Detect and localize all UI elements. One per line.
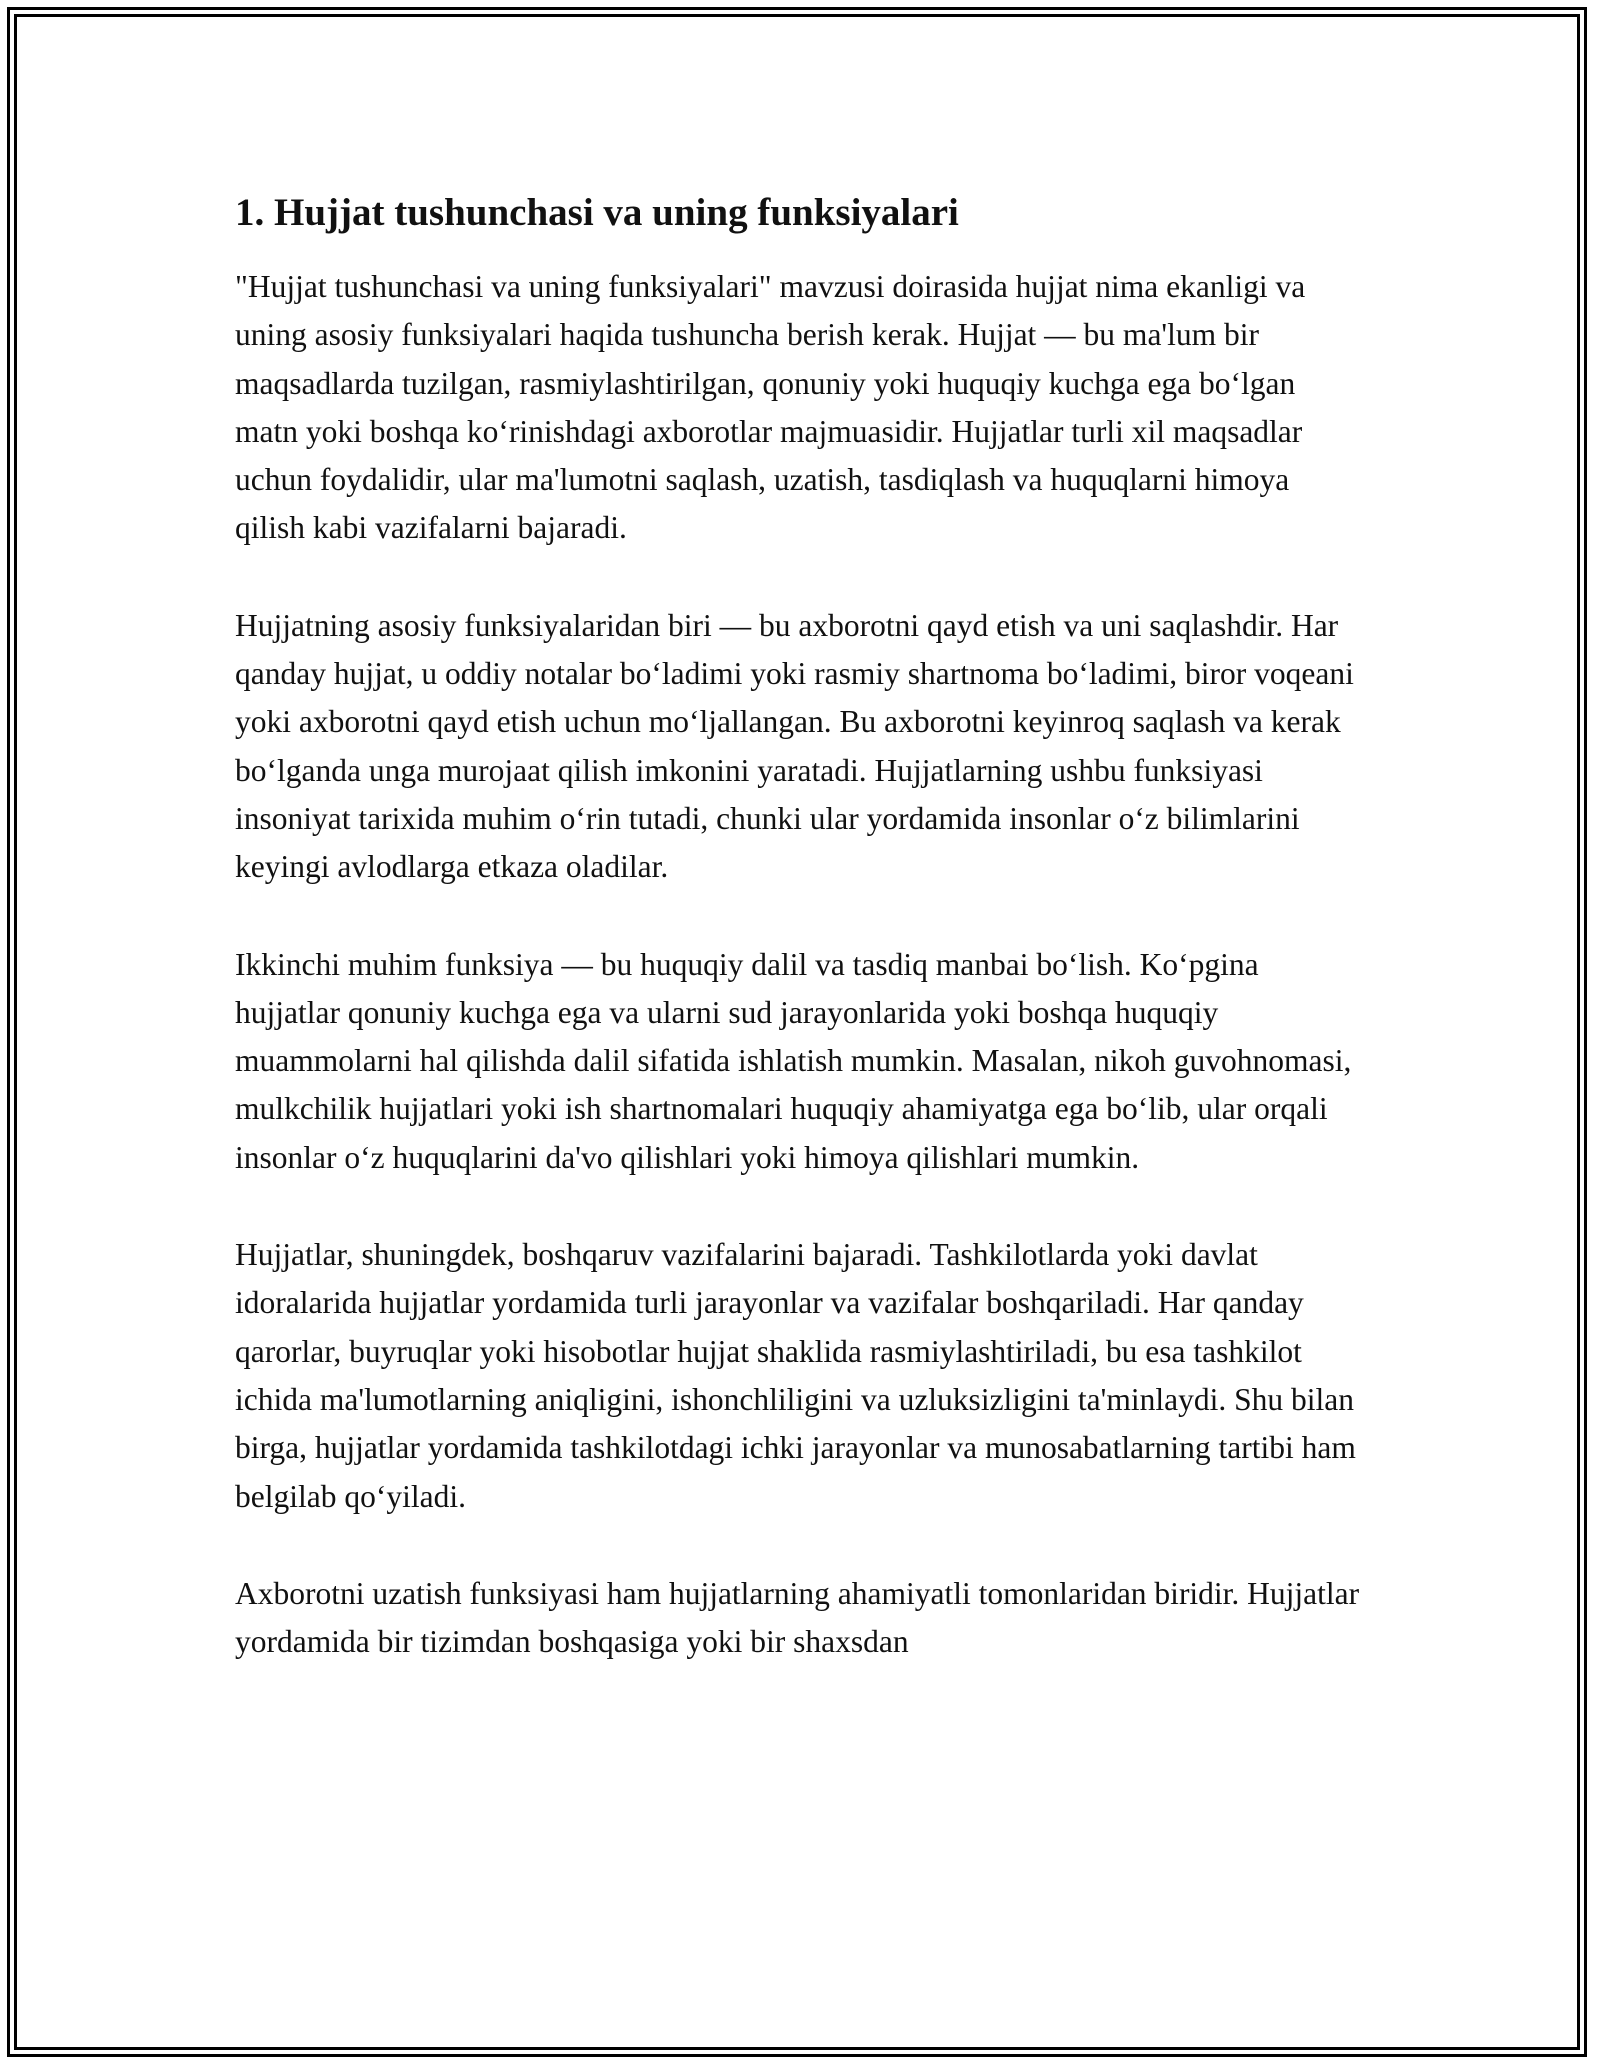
paragraph-2: Hujjatning asosiy funksiyalaridan biri — bu axborotni qayd etish va uni saqlashdir. Har qanday hujjat, u oddiy notalar bo‘ladimi yoki rasmiy shartnoma bo‘ladimi, biror voqeani yoki axborotni qayd etish uchun mo‘ljallangan. Bu axborotni keyinroq saqlash va kerak bo‘lganda unga murojaat qilish imkonini yaratadi. Hujjatlarning ushbu funksiyasi insoniyat tarixida muhim o‘rin tutadi, chunki ular yordamida insonlar o‘z bilimlarini keyingi avlodlarga etkaza oladilar. xyxy=(235,607,1354,885)
paragraph-1: "Hujjat tushunchasi va uning funksiyalari" mavzusi doirasida hujjat nima ekanligi va uning asosiy funksiyalari haqida tushuncha berish kerak. Hujjat — bu ma'lum bir maqsadlarda tuzilgan, rasmiylashtirilgan, qonuniy yoki huquqiy kuchga ega bo‘lgan matn yoki boshqa ko‘rinishdagi axborotlar majmuasidir. Hujjatlar turli xil maqsadlar uchun foydalidir, ular ma'lumotni saqlash, uzatish, tasdiqlash va huquqlarni himoya qilish kabi vazifalarni bajaradi. xyxy=(235,269,1306,546)
paragraph-5: Axborotni uzatish funksiyasi ham hujjatlarning ahamiyatli tomonlaridan biridir. Hujjatlar yordamida bir tizimdan boshqasiga yoki bir shaxsdan xyxy=(235,1575,1360,1660)
paragraph-3: Ikkinchi muhim funksiya — bu huquqiy dalil va tasdiq manbai bo‘lish. Ko‘pgina hujjatlar qonuniy kuchga ega va ularni sud jarayonlarida yoki boshqa huquqiy muammolarni hal qilishda dalil sifatida ishlatish mumkin. Masalan, nikoh guvohnomasi, mulkchilik hujjatlari yoki ish shartnomalari huquqiy ahamiyatga ega bo‘lib, ular orqali insonlar o‘z huquqlarini da'vo qilishlari yoki himoya qilishlari mumkin. xyxy=(235,946,1352,1175)
document-body xyxy=(235,183,1365,1715)
paragraph-4: Hujjatlar, shuningdek, boshqaruv vazifalarini bajaradi. Tashkilotlarda yoki davlat idoralarida hujjatlar yordamida turli jarayonlar va vazifalar boshqariladi. Har qanday qarorlar, buyruqlar yoki hisobotlar hujjat shaklida rasmiylashtiriladi, bu esa tashkilot ichida ma'lumotlarning aniqligini, ishonchliligini va uzluksizligini ta'minlaydi. Shu bilan birga, hujjatlar yordamida tashkilotdagi ichki jarayonlar va munosabatlarning tartibi ham belgilab qo‘yiladi. xyxy=(235,1237,1356,1514)
section-heading: 1. Hujjat tushunchasi va uning funksiyalari xyxy=(235,191,959,234)
